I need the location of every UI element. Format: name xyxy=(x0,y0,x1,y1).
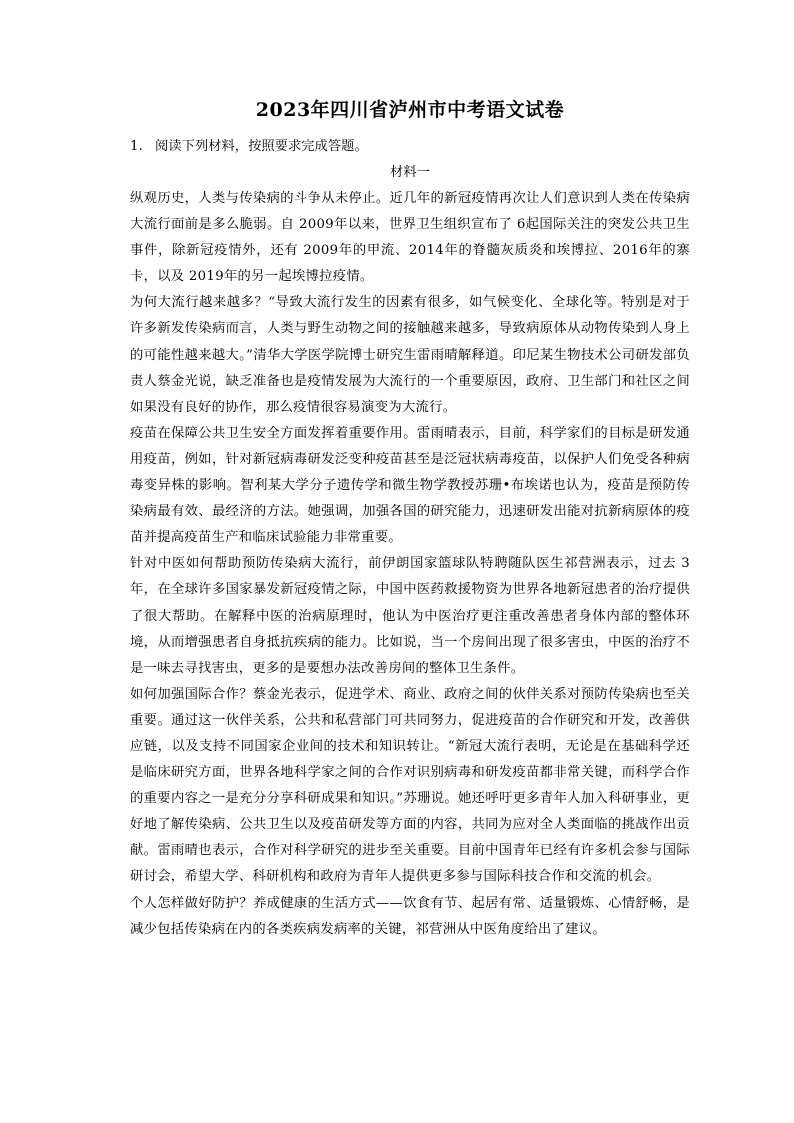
material-heading: 材料一 xyxy=(390,165,430,180)
paragraph-6: 个人怎样做好防护？养成健康的生活方式——饮食有节、起居有常、适量锻炼、心情舒畅，是减少包括传染病在内的各类疾病发病率的关键，祁营洲从中医角度给出了建议。 xyxy=(130,895,690,937)
paragraph-4: 针对中医如何帮助预防传染病大流行，前伊朗国家篮球队特聘随队医生祁营洲表示，过去 3年，在全球许多国家暴发新冠疫情之际，中国中医药救援物资为世界各地新冠患者的治疗提供了很大帮助。在解释中医的治病原理时，他认为中医治疗更注重改善患者身体内部的整体环境，从而增强患者自身抵抗疾病的能力。比如说，当一个房间出现了很多害虫，中医的治疗不是一味去寻找害虫，更多的是要想办法改善房间的整体卫生条件。 xyxy=(130,556,690,676)
question-instruction: 阅读下列材料，按照要求完成答题。 xyxy=(155,139,368,154)
paragraph-1: 纵观历史，人类与传染病的斗争从未停止。近几年的新冠疫情再次让人们意识到人类在传染病大流行面前是多么脆弱。自 2009年以来，世界卫生组织宣布了 6起国际关注的突发公共卫生事件，除新冠疫情外，还有 2009年的甲流、2014年的脊髓灰质炎和埃博拉、2016年的寨卡，以及 2019年的另一起埃博拉疫情。 xyxy=(130,191,690,285)
question-1 xyxy=(130,134,690,160)
exam-title: 2023年四川省泸州市中考语文试卷 xyxy=(255,99,565,121)
paragraph-3: 疫苗在保障公共卫生安全方面发挥着重要作用。雷雨晴表示，目前，科学家们的目标是研发通用疫苗，例如，针对新冠病毒研发泛变种疫苗甚至是泛冠状病毒疫苗，以保护人们免受各种病毒变异株的影响。智利某大学分子遗传学和微生物学教授苏珊•布埃诺也认为，疫苗是预防传染病最有效、最经济的方法。她强调，加强各国的研究能力，迅速研发出能对抗新病原体的疫苗并提高疫苗生产和临床试验能力非常重要。 xyxy=(130,425,690,546)
exam-page xyxy=(130,96,690,943)
question-number: 1. xyxy=(130,139,143,154)
paragraph-5: 如何加强国际合作？蔡金光表示，促进学术、商业、政府之间的伙伴关系对预防传染病也至关重要。通过这一伙伴关系，公共和私营部门可共同努力，促进疫苗的合作研究和开发，改善供应链，以及支持不同国家企业间的技术和知识转让。“新冠大流行表明，无论是在基础科学还是临床研究方面，世界各地科学家之间的合作对识别病毒和研发疫苗都非常关键，而科学合作的重要内容之一是充分分享科研成果和知识。”苏珊说。她还呼吁更多青年人加入科研事业，更好地了解传染病、公共卫生以及疫苗研发等方面的内容，共同为应对全人类面临的挑战作出贡献。雷雨晴也表示，合作对科学研究的进步至关重要。目前中国青年已经有许多机会参与国际研讨会，希望大学、科研机构和政府为青年人提供更多参与国际科技合作和交流的机会。 xyxy=(130,686,690,885)
paragraph-2: 为何大流行越来越多？“导致大流行发生的因素有很多，如气候变化、全球化等。特别是对于许多新发传染病而言，人类与野生动物之间的接触越来越多，导致病原体从动物传染到人身上的可能性越来越大。”清华大学医学院博士研究生雷雨晴解释道。印尼某生物技术公司研发部负责人蔡金光说，缺乏准备也是疫情发展为大流行的一个重要原因，政府、卫生部门和社区之间如果没有良好的协作，那么疫情很容易演变为大流行。 xyxy=(130,295,690,415)
